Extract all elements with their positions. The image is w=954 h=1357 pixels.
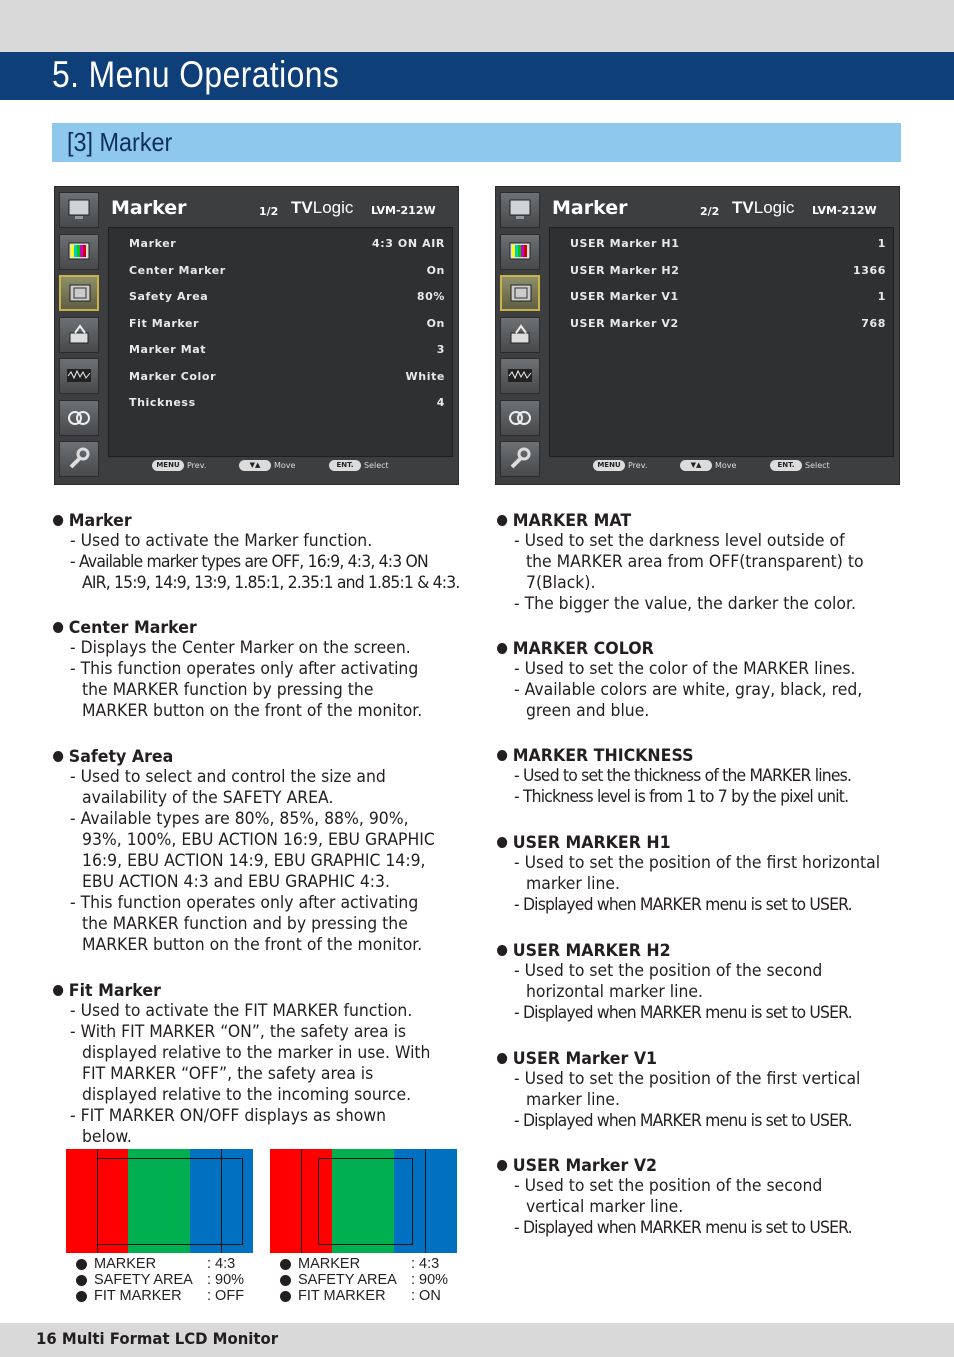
feature-description-line: 93%, 100%, EBU ACTION 16:9, EBU GRAPHIC <box>82 830 435 850</box>
feature-description-line: the MARKER function and by pressing the <box>82 914 408 934</box>
feature-description-line: - With FIT MARKER “ON”, the safety area is <box>70 1022 407 1042</box>
osd-row-label: Safety Area <box>129 290 209 303</box>
osd-menu-row <box>129 396 445 414</box>
feature-heading: MARKER COLOR <box>497 639 849 659</box>
osd-row-value: 1 <box>877 237 886 250</box>
osd-row-value: On <box>426 316 445 330</box>
feature-description-line: AIR, 15:9, 14:9, 13:9, 1.85:1, 2.35:1 and 1.85:1 & 4:3. <box>82 573 460 593</box>
tvlogic-logo: TVLogic <box>732 198 795 217</box>
feature-heading: Marker <box>53 511 435 531</box>
feature-description-line: marker line. <box>526 1090 620 1110</box>
feature-description-line: - Displayed when MARKER menu is set to USER. <box>514 895 852 915</box>
monitor-icon <box>500 192 540 228</box>
osd-row-label: Thickness <box>129 396 196 409</box>
osd-row-label: USER Marker H2 <box>570 263 680 277</box>
feature-section <box>497 941 864 1024</box>
bullet-icon <box>497 643 507 654</box>
osd-row-label: USER Marker V1 <box>570 290 679 303</box>
bullet-icon <box>497 945 507 956</box>
up-down-arrows-icon: ▼▲ <box>680 460 712 471</box>
osd-menu-row <box>129 237 445 255</box>
feature-heading: USER MARKER H2 <box>497 941 838 961</box>
osd-menu-row <box>570 290 886 308</box>
marker-line-right <box>425 1149 426 1253</box>
osd-menu-panel <box>108 227 453 457</box>
footer-text: 16 Multi Format LCD Monitor <box>36 1329 279 1348</box>
feature-description-line: vertical marker line. <box>526 1197 684 1217</box>
osd-header <box>546 191 896 227</box>
feature-description-line: 16:9, EBU ACTION 14:9, EBU GRAPHIC 14:9, <box>82 851 426 871</box>
osd-row-value: White <box>405 369 445 383</box>
feature-section <box>497 639 876 722</box>
osd-title: Marker <box>111 197 187 219</box>
waveform-icon <box>59 358 99 394</box>
page-footer <box>0 1323 954 1357</box>
feature-heading: Center Marker <box>53 618 405 638</box>
osd-row-value: 1366 <box>852 263 886 277</box>
feature-description-line: - Displayed when MARKER menu is set to USER. <box>514 1003 852 1023</box>
osd-row-value: On <box>426 263 445 277</box>
bullet-icon <box>53 515 63 526</box>
osd-row-label: Fit Marker <box>129 316 200 330</box>
fit-marker-on-demo <box>270 1149 457 1253</box>
feature-description-line: - Thickness level is from 1 to 7 by the pixel unit. <box>514 787 849 807</box>
osd-page-number: 1/2 <box>259 205 279 218</box>
feature-heading: Safety Area <box>53 747 410 767</box>
feature-description-line: - Used to activate the Marker function. <box>70 531 373 551</box>
osd-footer-prev: Prev. <box>187 461 207 470</box>
osd-page-number: 2/2 <box>700 205 720 218</box>
osd-menu-page-2 <box>495 186 900 485</box>
bullet-icon <box>497 837 507 848</box>
osd-footer <box>546 457 896 477</box>
wrench-icon <box>59 441 99 477</box>
bullet-icon <box>497 750 507 761</box>
safety-area-rect <box>97 1158 243 1245</box>
osd-footer-move: Move <box>274 461 296 470</box>
marker-line-left <box>301 1149 302 1253</box>
feature-description-line: - Displayed when MARKER menu is set to USER. <box>514 1111 852 1131</box>
feature-section <box>53 747 436 956</box>
feature-description-line: the MARKER area from OFF(transparent) to <box>526 552 864 572</box>
feature-section <box>497 1156 864 1239</box>
feature-description-line: - Used to set the darkness level outside of <box>514 531 845 551</box>
osd-row-value: 4 <box>436 396 445 409</box>
osd-footer <box>105 457 455 477</box>
osd-row-label: Marker Color <box>129 369 217 383</box>
feature-heading: MARKER THICKNESS <box>497 746 838 766</box>
osd-row-label: Marker Mat <box>129 343 207 356</box>
bullet-icon <box>53 622 63 633</box>
feature-description-line: displayed relative to the incoming source. <box>82 1085 412 1105</box>
bullet-icon <box>53 751 63 762</box>
feature-description-line: FIT MARKER “OFF”, the safety area is <box>82 1064 374 1084</box>
feature-description-line: - This function operates only after activating <box>70 659 419 679</box>
feature-description-line: MARKER button on the front of the monitor. <box>82 701 423 721</box>
osd-row-value: 1 <box>877 290 886 303</box>
feature-description-line: horizontal marker line. <box>526 982 703 1002</box>
osd-menu-row <box>129 343 445 361</box>
osd-menu-panel <box>549 227 894 457</box>
feature-description-line: - This function operates only after activating <box>70 893 419 913</box>
feature-description-line: - Displays the Center Marker on the screen. <box>70 638 411 658</box>
marker-icon <box>500 275 540 311</box>
feature-description-line: EBU ACTION 4:3 and EBU GRAPHIC 4:3. <box>82 872 390 892</box>
bullet-icon <box>497 1053 507 1064</box>
feature-description-line: - Used to set the thickness of the MARKER lines. <box>514 766 852 786</box>
feature-heading: MARKER MAT <box>497 511 843 531</box>
feature-description-line: below. <box>82 1127 132 1147</box>
osd-menu-row <box>570 237 886 255</box>
enter-key-icon: ENT. <box>770 460 802 471</box>
feature-heading: USER Marker V2 <box>497 1156 838 1176</box>
bullet-icon <box>497 515 507 526</box>
feature-section <box>53 511 463 594</box>
feature-section <box>53 981 432 1148</box>
osd-row-value: 80% <box>416 290 445 303</box>
feature-description-line: - Used to set the position of the first vertical <box>514 1069 861 1089</box>
feature-description-line: MARKER button on the front of the monitor. <box>82 935 423 955</box>
osd-title: Marker <box>552 197 628 219</box>
feature-description-line: displayed relative to the marker in use. With <box>82 1043 431 1063</box>
feature-description-line: - Used to activate the FIT MARKER function. <box>70 1001 413 1021</box>
osd-menu-row <box>570 317 886 335</box>
feature-heading: USER Marker V1 <box>497 1049 847 1069</box>
osd-row-label: Marker <box>129 237 177 250</box>
tvlogic-logo: TVLogic <box>291 198 354 217</box>
osd-menu-row <box>570 264 886 282</box>
chapter-title-bar <box>0 52 954 100</box>
osd-menu-page-1 <box>54 186 459 485</box>
feature-description-line: - Used to set the position of the second <box>514 961 823 981</box>
waveform-icon <box>500 358 540 394</box>
feature-description-line: 7(Black). <box>526 573 596 593</box>
osd-icon-sidebar <box>57 189 101 482</box>
feature-description-line: - Available marker types are OFF, 16:9, 4:3, 4:3 ON <box>70 552 428 572</box>
osd-row-label: Center Marker <box>129 263 226 277</box>
enter-key-icon: ENT. <box>329 460 361 471</box>
osd-model: LVM-212W <box>812 204 877 217</box>
bullet-icon <box>53 985 63 996</box>
color-bars-icon <box>59 234 99 270</box>
bullet-icon <box>497 1160 507 1171</box>
section-title: [3] Marker <box>67 127 173 157</box>
menu-key-icon: MENU <box>152 460 184 471</box>
feature-section <box>497 1049 874 1132</box>
feature-description-line: green and blue. <box>526 701 650 721</box>
feature-heading: USER MARKER H1 <box>497 833 867 853</box>
feature-description-line: - Used to set the color of the MARKER lines. <box>514 659 856 679</box>
osd-row-value: 4:3 ON AIR <box>372 237 445 250</box>
osd-footer-move: Move <box>715 461 737 470</box>
feature-description-line: - Displayed when MARKER menu is set to USER. <box>514 1218 852 1238</box>
osd-menu-row <box>129 290 445 308</box>
link-icon <box>59 400 99 436</box>
feature-description-line: - Available colors are white, gray, black, red, <box>514 680 863 700</box>
feature-description-line: - The bigger the value, the darker the color. <box>514 594 856 614</box>
audio-icon <box>59 317 99 353</box>
menu-key-icon: MENU <box>593 460 625 471</box>
osd-row-value: 3 <box>436 343 445 356</box>
feature-description-line: - Used to select and control the size and <box>70 767 386 787</box>
osd-menu-row <box>129 370 445 388</box>
audio-icon <box>500 317 540 353</box>
feature-section <box>497 833 895 916</box>
feature-section <box>53 618 432 722</box>
osd-icon-sidebar <box>498 189 542 482</box>
feature-description-line: availability of the SAFETY AREA. <box>82 788 334 808</box>
link-icon <box>500 400 540 436</box>
osd-footer-select: Select <box>364 461 389 470</box>
fit-marker-off-demo <box>66 1149 253 1253</box>
feature-description-line: - FIT MARKER ON/OFF displays as shown <box>70 1106 387 1126</box>
feature-description-line: the MARKER function by pressing the <box>82 680 374 700</box>
color-bars-icon <box>500 234 540 270</box>
feature-description-line: marker line. <box>526 874 620 894</box>
osd-row-value: 768 <box>861 316 886 330</box>
osd-menu-row <box>129 264 445 282</box>
safety-area-rect <box>318 1158 413 1245</box>
feature-description-line: - Used to set the position of the first horizontal <box>514 853 881 873</box>
osd-header <box>105 191 455 227</box>
osd-menu-row <box>129 317 445 335</box>
feature-section <box>497 746 863 808</box>
osd-row-label: USER Marker H1 <box>570 237 680 250</box>
osd-model: LVM-212W <box>371 204 436 217</box>
monitor-icon <box>59 192 99 228</box>
osd-row-label: USER Marker V2 <box>570 316 679 330</box>
chapter-title: 5. Menu Operations <box>52 54 340 95</box>
feature-section <box>497 511 869 615</box>
feature-heading: Fit Marker <box>53 981 405 1001</box>
section-title-bar <box>52 123 901 162</box>
top-band <box>0 0 954 52</box>
osd-footer-prev: Prev. <box>628 461 648 470</box>
osd-footer-select: Select <box>805 461 830 470</box>
feature-description-line: - Available types are 80%, 85%, 88%, 90%, <box>70 809 409 829</box>
wrench-icon <box>500 441 540 477</box>
feature-description-line: - Used to set the position of the second <box>514 1176 823 1196</box>
marker-icon <box>59 275 99 311</box>
up-down-arrows-icon: ▼▲ <box>239 460 271 471</box>
